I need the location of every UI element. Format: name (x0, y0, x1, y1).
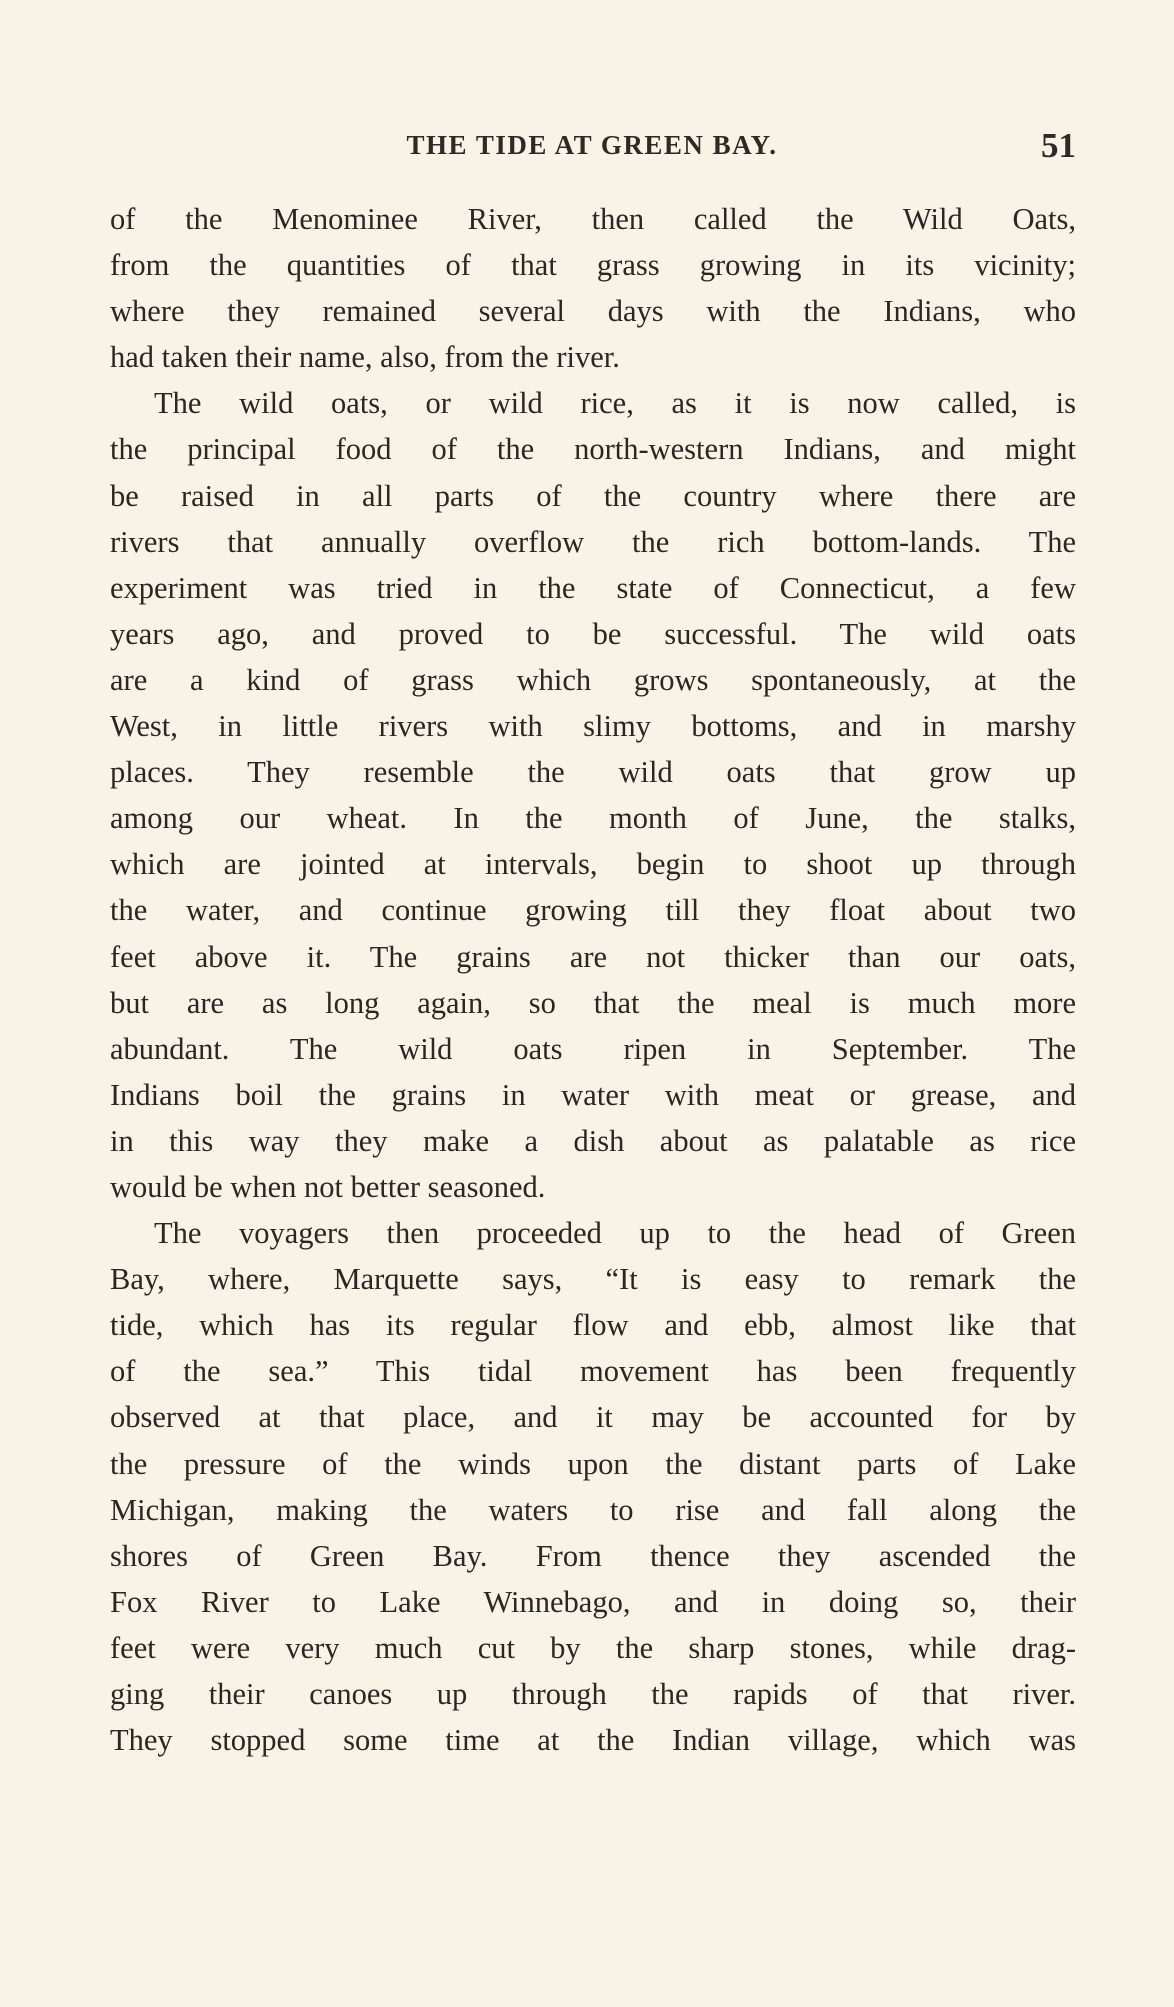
text-line: feet were very much cut by the sharp stones, while drag- (110, 1630, 1076, 1665)
paragraph (110, 196, 1076, 380)
text-line: They stopped some time at the Indian village, which was (110, 1723, 1076, 1758)
text-line: of the sea.” This tidal movement has been frequently (110, 1354, 1076, 1389)
text-line: Indians boil the grains in water with meat or grease, and (110, 1077, 1076, 1112)
text-line: places. They resemble the wild oats that grow up (110, 755, 1076, 790)
running-head (108, 126, 1076, 180)
text-line: shores of Green Bay. From thence they ascended the (110, 1538, 1076, 1573)
text-line: observed at that place, and it may be accounted for by (110, 1400, 1076, 1435)
text-line: would be when not better seasoned. (110, 1169, 546, 1204)
text-line: where they remained several days with the Indians, who (110, 294, 1076, 329)
body-text (110, 196, 1076, 1763)
paragraph (110, 380, 1076, 1210)
text-line: Fox River to Lake Winnebago, and in doing so, their (110, 1584, 1076, 1619)
text-line: be raised in all parts of the country where there are (110, 478, 1076, 513)
running-title: THE TIDE AT GREEN BAY. (406, 130, 778, 160)
text-line: experiment was tried in the state of Connecticut, a few (110, 570, 1076, 605)
text-line: years ago, and proved to be successful. The wild oats (110, 616, 1076, 651)
text-line: in this way they make a dish about as palatable as rice (110, 1123, 1076, 1158)
text-line: abundant. The wild oats ripen in September. The (110, 1031, 1076, 1066)
text-line: tide, which has its regular flow and ebb, almost like that (110, 1308, 1076, 1343)
text-line: feet above it. The grains are not thicker than our oats, (110, 939, 1076, 974)
text-line: had taken their name, also, from the river. (110, 340, 620, 375)
text-line: rivers that annually overflow the rich bottom-lands. The (110, 524, 1076, 559)
text-line: from the quantities of that grass growing in its vicinity; (110, 248, 1076, 283)
text-line: of the Menominee River, then called the Wild Oats, (110, 202, 1076, 236)
text-line: the water, and continue growing till they float about two (110, 893, 1076, 928)
text-line: the pressure of the winds upon the distant parts of Lake (110, 1446, 1076, 1481)
page-number: 51 (1041, 126, 1076, 165)
text-line: ging their canoes up through the rapids of that river. (110, 1677, 1076, 1711)
text-line: The wild oats, or wild rice, as it is now called, is (154, 386, 1076, 421)
text-line: Bay, where, Marquette says, “It is easy to remark the (110, 1262, 1076, 1297)
text-line: The voyagers then proceeded up to the head of Green (154, 1216, 1076, 1251)
text-line: the principal food of the north-western Indians, and might (110, 432, 1076, 467)
text-line: which are jointed at intervals, begin to shoot up through (110, 847, 1076, 882)
text-line: among our wheat. In the month of June, the stalks, (110, 801, 1076, 836)
text-line: West, in little rivers with slimy bottoms, and in marshy (110, 709, 1076, 744)
text-line: are a kind of grass which grows spontaneously, at the (110, 662, 1076, 697)
paragraph (110, 1210, 1076, 1763)
text-line: Michigan, making the waters to rise and fall along the (110, 1492, 1076, 1527)
text-line: but are as long again, so that the meal is much more (110, 985, 1076, 1020)
